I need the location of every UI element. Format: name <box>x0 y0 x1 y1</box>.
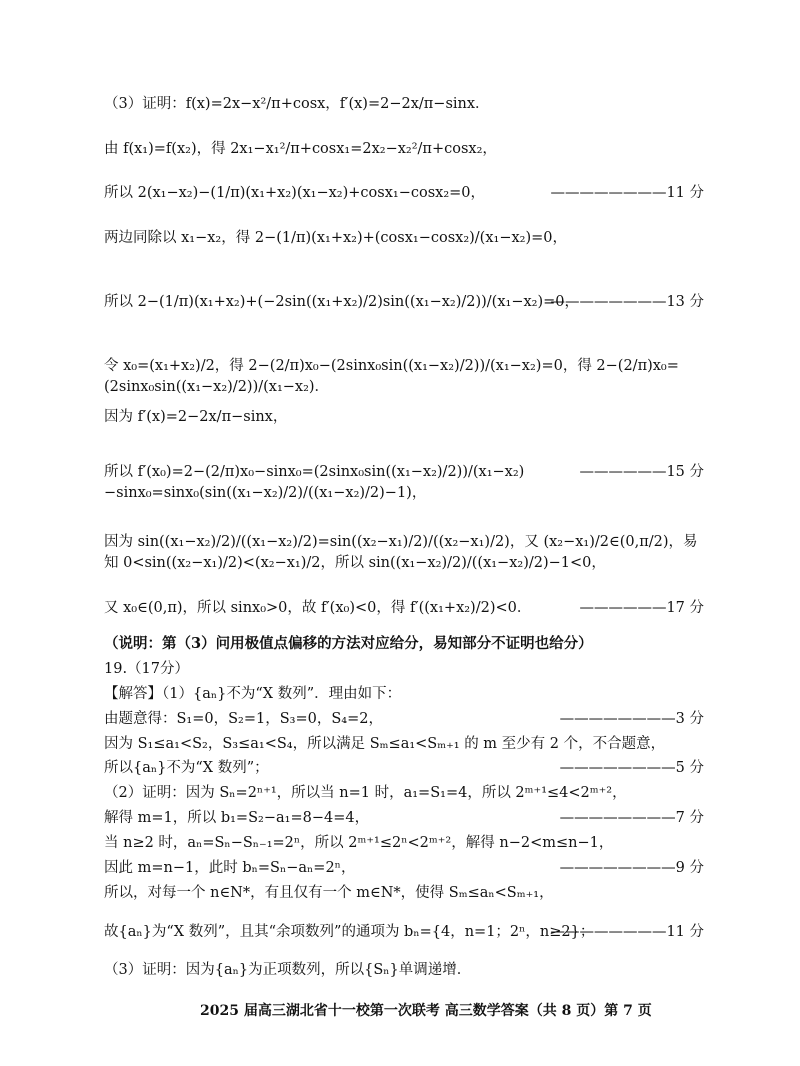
answer-5: （2）证明：因为 Sₙ=2ⁿ⁺¹，所以当 n=1 时，a₁=S₁=4，所以 2ᵐ⁺¹≤4<2ᵐ⁺²， <box>104 785 627 801</box>
score-9: ————————9 分 <box>559 860 704 876</box>
question-19: 19.（17分） <box>104 661 190 677</box>
step-8: 因为 sin((x₁−x₂)/2)/((x₁−x₂)/2)=sin((x₂−x₁)/2)/((x₂−x₁)/2)，又 (x₂−x₁)/2∈(0,π/2)，易知 0<sin((x₂−x₁)/2)<(x₂−x₁)/2，所以 sin((x₁−x₂)/2)/((x₁−x₂)/2)−1<0， <box>104 534 698 571</box>
step-4: 所以 2−(1/π)(x₁+x₂)+(−2sin((x₁+x₂)/2)sin((x₁−x₂)/2))/(x₁−x₂)=0， <box>104 294 579 310</box>
answer-7: 当 n≥2 时，aₙ=Sₙ−Sₙ₋₁=2ⁿ，所以 2ᵐ⁺¹≤2ⁿ<2ᵐ⁺²，解得 n−2<m≤n−1， <box>104 835 614 851</box>
step-9: 又 x₀∈(0,π)，所以 sinx₀>0，故 f′(x₀)<0，得 f′((x₁+x₂)/2)<0． <box>104 600 532 616</box>
answer-9: 所以，对每一个 n∈N*，有且仅有一个 m∈N*，使得 Sₘ≤aₙ<Sₘ₊₁， <box>104 885 554 901</box>
answer-8: 因此 m=n−1，此时 bₙ=Sₙ−aₙ=2ⁿ， <box>104 860 356 876</box>
step-3: 两边同除以 x₁−x₂，得 2−(1/π)(x₁+x₂)+(cosx₁−cosx₂)/(x₁−x₂)=0， <box>104 230 568 246</box>
score-15: ——————15 分 <box>579 464 704 480</box>
score-7: ————————7 分 <box>559 810 704 826</box>
step-5: 令 x₀=(x₁+x₂)/2，得 2−(2/π)x₀−(2sinx₀sin((x₁−x₂)/2))/(x₁−x₂)=0，得 2−(2/π)x₀=(2sinx₀sin((x₁−x₂)/2))/(x₁−x₂)． <box>104 358 679 395</box>
score-11: ————————11 分 <box>550 185 704 201</box>
step-2: 所以 2(x₁−x₂)−(1/π)(x₁+x₂)(x₁−x₂)+cosx₁−cosx₂=0， <box>104 185 486 201</box>
answer-10: 故{aₙ}为“X 数列”，且其“余项数列”的通项为 bₙ={4，n=1；2ⁿ，n≥2}； <box>104 924 595 940</box>
score-13: ————————13 分 <box>550 294 704 310</box>
step-6: 因为 f′(x)=2−2x/π−sinx， <box>104 409 288 425</box>
note: （说明：第（3）问用极值点偏移的方法对应给分，易知部分不证明也给分） <box>104 635 593 652</box>
page-footer: 2025 届高三湖北省十一校第一次联考 高三数学答案（共 8 页）第 7 页 <box>200 1003 652 1019</box>
step-7: 所以 f′(x₀)=2−(2/π)x₀−sinx₀=(2sinx₀sin((x₁−x₂)/2))/(x₁−x₂)−sinx₀=sinx₀(sin((x₁−x₂)/2)/((x₁−x₂)/2)−1)， <box>104 464 525 501</box>
answer-4: 所以{aₙ}不为“X 数列”； <box>104 760 269 776</box>
answer-3: 因为 S₁≤a₁<S₂，S₃≤a₁<S₄，所以满足 Sₘ≤a₁<Sₘ₊₁ 的 m 至少有 2 个，不合题意， <box>104 736 666 752</box>
answer-1: 【解答】（1）{aₙ}不为“X 数列”．理由如下： <box>104 686 402 702</box>
score-17: ——————17 分 <box>579 600 704 616</box>
answer-6: 解得 m=1，所以 b₁=S₂−a₁=8−4=4， <box>104 810 370 826</box>
score-5: ————————5 分 <box>559 760 704 776</box>
part3-intro: （3）证明：f(x)=2x−x²/π+cosx，f′(x)=2−2x/π−sinx． <box>104 96 490 112</box>
score-11b: ————————11 分 <box>550 924 704 940</box>
step-1: 由 f(x₁)=f(x₂)，得 2x₁−x₁²/π+cosx₁=2x₂−x₂²/π+cosx₂， <box>104 141 497 157</box>
score-3: ————————3 分 <box>559 711 704 727</box>
answer-11: （3）证明：因为{aₙ}为正项数列，所以{Sₙ}单调递增． <box>104 962 472 978</box>
answer-2: 由题意得：S₁=0，S₂=1，S₃=0，S₄=2， <box>104 711 383 727</box>
